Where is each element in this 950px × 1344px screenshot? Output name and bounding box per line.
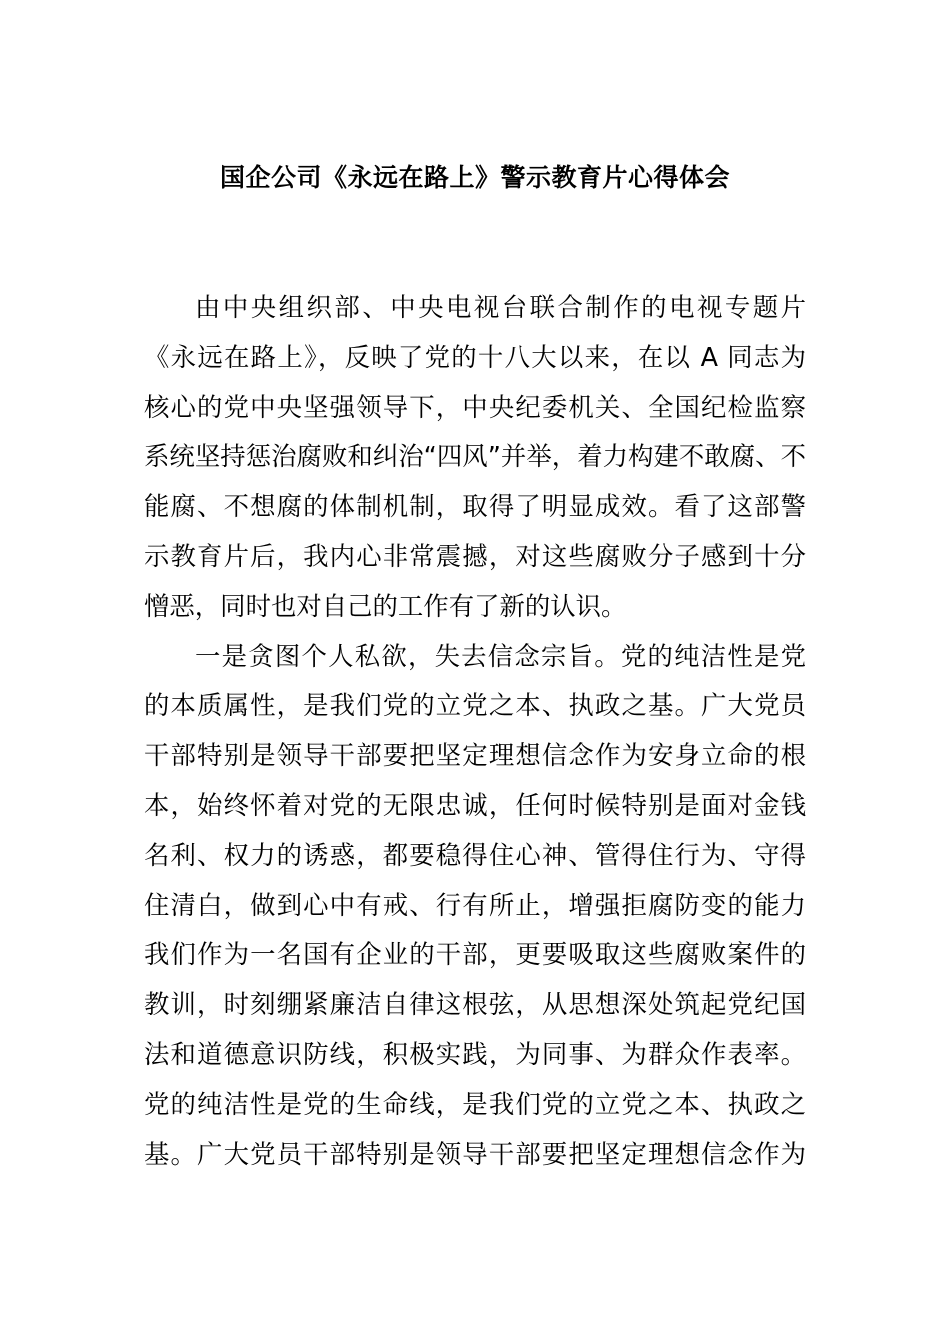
- paragraph-1-line-6: 示教育片后，我内心非常震撼，对这些腐败分子感到十分: [144, 540, 806, 571]
- paragraph-1-line-2: 《永远在路上》，反映了党的十八大以来，在以 A 同志为: [144, 341, 806, 372]
- paragraph-1-line-1: 由中央组织部、中央电视台联合制作的电视专题片: [195, 292, 806, 322]
- paragraph-2-line-2: 的本质属性，是我们党的立党之本、执政之基。广大党员: [144, 690, 806, 721]
- paragraph-2-line-10: 党的纯洁性是党的生命线，是我们党的立党之本、执政之: [144, 1088, 806, 1119]
- document-title: 国企公司《永远在路上》警示教育片心得体会: [219, 163, 730, 192]
- paragraph-2-line-9: 法和道德意识防线，积极实践，为同事、为群众作表率。: [144, 1038, 806, 1069]
- paragraph-2-line-7: 我们作为一名国有企业的干部，更要吸取这些腐败案件的: [144, 939, 806, 970]
- paragraph-1-line-4: 系统坚持惩治腐败和纠治“四风”并举，着力构建不敢腐、不: [144, 441, 806, 472]
- paragraph-2-line-6: 住清白，做到心中有戒、行有所止，增强拒腐防变的能力: [144, 889, 806, 920]
- paragraph-1-line-7: 憎恶，同时也对自己的工作有了新的认识。: [144, 590, 627, 621]
- paragraph-2-line-3: 干部特别是领导干部要把坚定理想信念作为安身立命的根: [144, 740, 806, 771]
- paragraph-2-line-1: 一是贪图个人私欲，失去信念宗旨。党的纯洁性是党: [195, 640, 806, 671]
- paragraph-2-line-11: 基。广大党员干部特别是领导干部要把坚定理想信念作为: [144, 1138, 806, 1169]
- document-body: [144, 283, 806, 1179]
- paragraph-1-line-5: 能腐、不想腐的体制机制，取得了明显成效。看了这部警: [144, 491, 806, 522]
- paragraph-1-line-3: 核心的党中央坚强领导下，中央纪委机关、全国纪检监察: [144, 391, 806, 422]
- paragraph-2-line-4: 本，始终怀着对党的无限忠诚，任何时候特别是面对金钱: [144, 789, 806, 820]
- paragraph-2-line-5: 名利、权力的诱惑，都要稳得住心神、管得住行为、守得: [144, 839, 806, 870]
- paragraph-2-line-8: 教训，时刻绷紧廉洁自律这根弦，从思想深处筑起党纪国: [144, 989, 806, 1020]
